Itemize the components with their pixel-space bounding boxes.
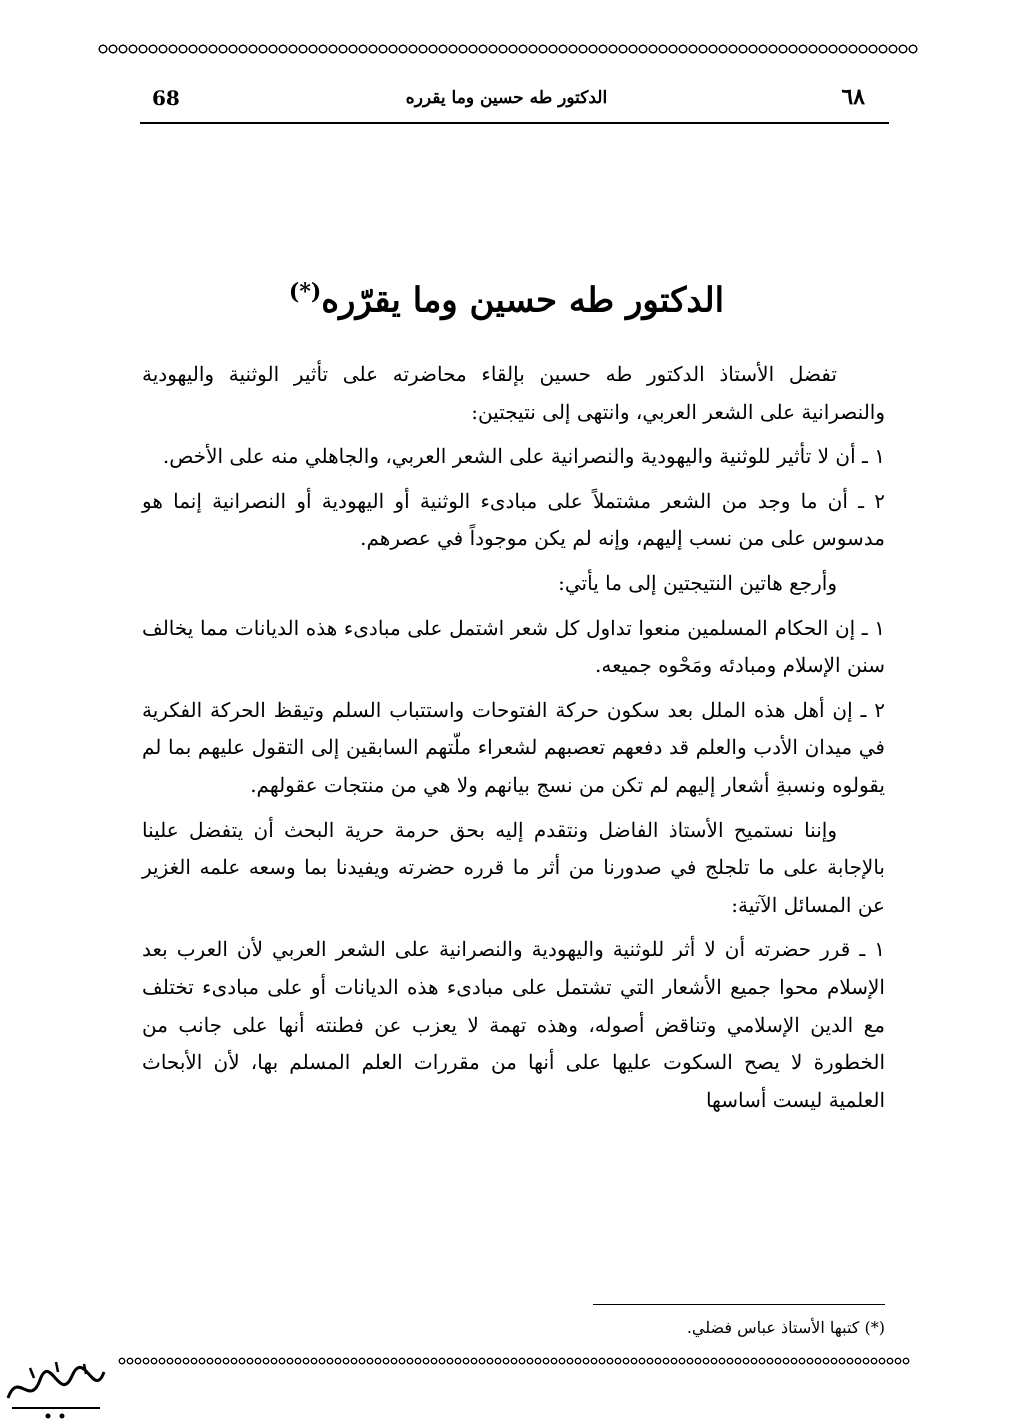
page-number-latin: 68 bbox=[152, 86, 180, 110]
body-paragraph: ١ ـ أن لا تأثير للوثنية واليهودية والنصرانية على الشعر العربي، والجاهلي منه على الأخص. bbox=[162, 444, 885, 469]
footnote-marker: (*) bbox=[288, 279, 322, 305]
body-paragraph: وإننا نستميح الأستاذ الفاضل ونتقدم إليه بحق حرمة حرية البحث أن يتفضل علينا بالإجابة على ما تلجلج في صدورنا من أثر ما قرره حضرته ويفيدنا بما وسعه علمه الغزير عن المسائل الآتية: bbox=[142, 817, 885, 917]
body-paragraph: وأرجع هاتين النتيجتين إلى ما يأتي: bbox=[558, 570, 837, 595]
running-title: الدكتور طه حسين وما يقرره bbox=[405, 88, 608, 108]
article-body bbox=[142, 356, 885, 1126]
bottom-ornament-border bbox=[118, 1356, 910, 1366]
article-title-text: الدكتور طه حسين وما يقرّره bbox=[321, 280, 725, 321]
body-paragraph: ٢ ـ إن أهل هذه الملل بعد سكون حركة الفتوحات واستتباب السلم وتيقظ الحركة الفكرية في ميدان الأدب والعلم قد دفعهم تعصبهم لشعراء ملّتهم السابقين إلى التقول عليهم بما لم يقولوه ونسبةِ أشعار إليهم لم تكن من نسج بيانهم ولا هي من منتجات عقولهم. bbox=[142, 697, 885, 797]
body-paragraph: تفضل الأستاذ الدكتور طه حسين بإلقاء محاضرته على تأثير الوثنية واليهودية والنصرانية على الشعر العربي، وانتهى إلى نتيجتين: bbox=[142, 362, 885, 424]
footnote: (*) كتبها الأستاذ عباس فضلي. bbox=[686, 1318, 885, 1337]
calligraphy-stamp-logo bbox=[0, 1350, 112, 1425]
body-paragraph: ٢ ـ أن ما وجد من الشعر مشتملاً على مبادىء الوثنية أو اليهودية أو النصرانية إنما هو مدسوس على من نسب إليهم، وإنه لم يكن موجوداً في عصرهم. bbox=[142, 488, 885, 551]
header-divider bbox=[140, 122, 889, 124]
top-ornament-border bbox=[98, 42, 918, 56]
page-header bbox=[140, 82, 873, 122]
article-title bbox=[140, 262, 873, 330]
body-paragraph: ١ ـ قرر حضرته أن لا أثر للوثنية واليهودية والنصرانية على الشعر العربي لأن العرب بعد الإسلام محوا جميع الأشعار التي تشتمل على مبادىء هذه الديانات أو على مبادىء تختلف مع الدين الإسلامي وتناقض أصوله، وهذه تهمة لا يعزب عن فطنته أنها على جانب من الخطورة لا يصح السكوت عليها على أنها من مقررات العلم المسلم بها، لأن الأبحاث العلمية ليست أساسها bbox=[142, 937, 885, 1112]
footnote-divider bbox=[593, 1304, 885, 1305]
page-number-arabic: ٦٨ bbox=[841, 84, 865, 110]
body-paragraph: ١ ـ إن الحكام المسلمين منعوا تداول كل شعر اشتمل على مبادىء هذه الديانات مما يخالف سنن الإسلام ومبادئه ومَحْوه جميعه. bbox=[142, 615, 885, 678]
